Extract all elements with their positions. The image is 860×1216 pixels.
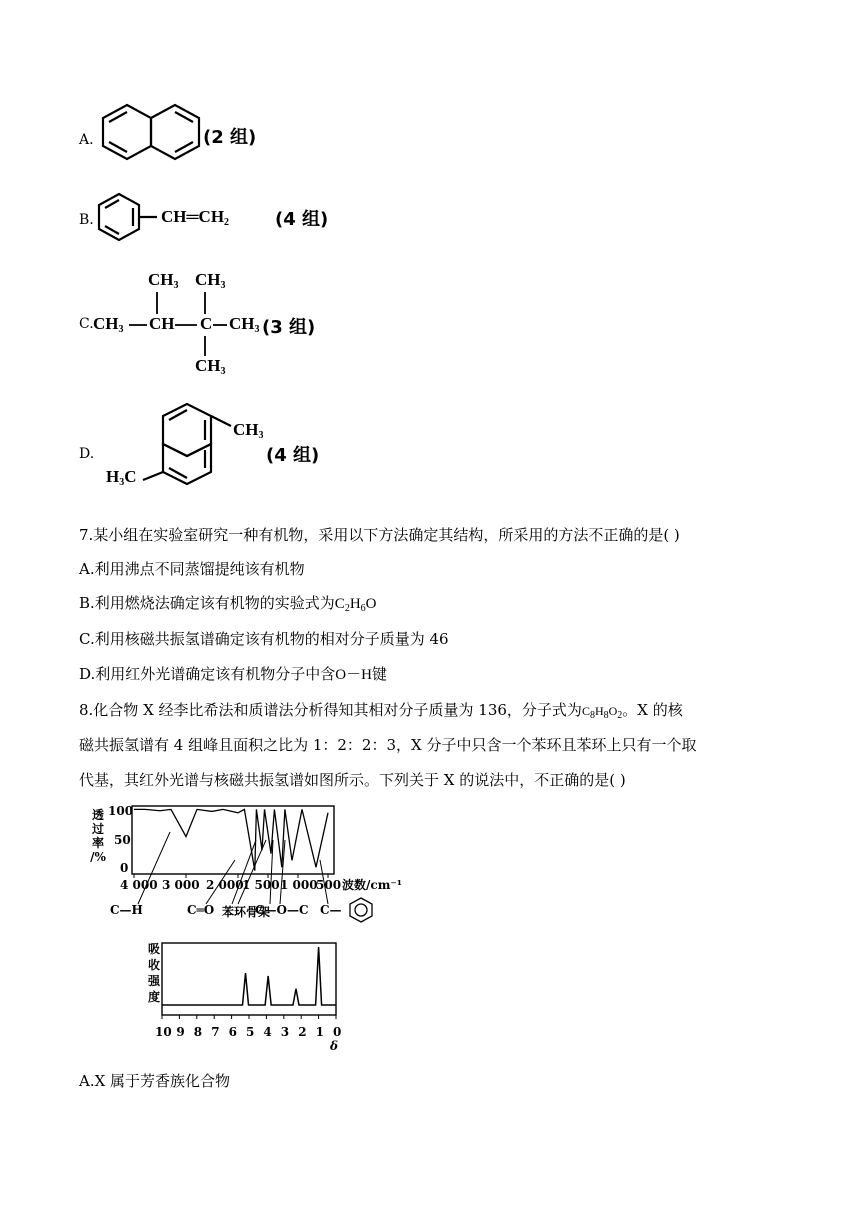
vinyl-formula: $CH═CH_2$ (161, 207, 230, 228)
q7-option-b: B.利用燃烧法确定该有机物的实验式为$C_2H_6O$ (79, 594, 377, 614)
ir-xtick: 4 000 (120, 878, 158, 892)
group-count: (3 组) (262, 317, 316, 338)
option-label: A. (79, 132, 94, 148)
nmr-xtick: 2 (298, 1025, 307, 1039)
ir-ytick: 0 (120, 861, 129, 875)
ir-xtick: 1 500 (242, 878, 280, 892)
ir-assign-ch: C—H (110, 903, 143, 917)
ir-ytick: 100 (108, 804, 134, 818)
quaternary-c: C (200, 314, 213, 333)
option-c-row (79, 268, 399, 380)
nmr-chart (140, 935, 350, 1060)
ch3-bottom: $CH_3$ (195, 356, 226, 377)
ir-ylabel-char: 率 (91, 836, 104, 850)
ir-ylabel-char: 透 (91, 808, 104, 822)
option-label: C. (79, 316, 94, 332)
nmr-ylabel-char: 强 (147, 974, 160, 988)
nmr-xtick: 0 (333, 1025, 342, 1039)
nmr-series-line (162, 947, 336, 1005)
ir-assign-ring: 苯环骨架 (222, 905, 271, 919)
nmr-xtick: 4 (263, 1025, 272, 1039)
nmr-xtick: 5 (246, 1025, 255, 1039)
benzene-ring (97, 192, 159, 244)
option-label: B. (79, 212, 94, 228)
group-count: (4 组) (266, 445, 320, 466)
option-a-row (79, 95, 379, 170)
nmr-xlabel: δ (330, 1039, 339, 1053)
formula-c8h8o2: $C_8H_8O_2$ (581, 704, 623, 721)
nmr-xticks (140, 1025, 350, 1041)
q7-option-d: D.利用红外光谱确定该有机物分子中含O－H键 (79, 665, 387, 683)
bond-lines (79, 268, 279, 380)
ir-xtick: 3 000 (162, 878, 200, 892)
ir-xtick: 1 000 (280, 878, 318, 892)
q8-option-a: A.X 属于芳香族化合物 (79, 1072, 231, 1090)
option-b-row (79, 188, 399, 248)
ch3-upper: $CH_3$ (233, 420, 264, 441)
nmr-xtick: 8 (193, 1025, 203, 1039)
nmr-ylabel-char: 收 (147, 958, 160, 972)
nmr-xtick: 6 (228, 1025, 237, 1039)
nmr-xtick: 7 (211, 1025, 220, 1039)
ir-assign-coc: C—O—C (255, 903, 309, 917)
group-count: (4 组) (275, 209, 329, 230)
h3c-lower: $H_3C$ (106, 467, 137, 488)
ch3-right: $CH_3$ (229, 314, 260, 335)
nmr-xtick: 1 (315, 1025, 324, 1039)
q7-option-a: A.利用沸点不同蒸馏提纯该有机物 (79, 560, 305, 578)
nmr-ylabel-char: 吸 (147, 942, 160, 956)
ir-assign-co: C═O (187, 903, 215, 917)
phenyl-icon (346, 896, 376, 924)
ir-xlabel: 波数/cm⁻¹ (342, 878, 402, 892)
nmr-xtick: 9 (176, 1025, 185, 1039)
group-count: (2 组) (203, 127, 257, 148)
ir-chart (80, 800, 410, 925)
q8-line3: 代基，其红外光谱与核磁共振氢谱如图所示。下列关于 X 的说法中，不正确的是( ) (79, 771, 626, 789)
ch-center: CH (149, 314, 175, 333)
option-d-row (79, 396, 399, 504)
nmr-plot (160, 935, 340, 1025)
bond-oh: O－H (335, 667, 372, 683)
option-label: D. (79, 446, 95, 462)
q7-stem: 7.某小组在实验室研究一种有机物，采用以下方法确定其结构，所采用的方法不正确的是( ) (79, 526, 680, 544)
ir-xtick: 2 000 (206, 878, 244, 892)
q7-option-c: C.利用核磁共振氢谱确定该有机物的相对分子质量为 46 (79, 630, 449, 648)
nmr-xtick: 10 (155, 1025, 172, 1039)
ir-ylabel-char: /% (90, 850, 106, 864)
formula-c2h6o: $C_2H_6O$ (334, 596, 377, 614)
nmr-ylabel-char: 度 (147, 990, 160, 1004)
nmr-xtick: 3 (280, 1025, 290, 1039)
q8-line2: 磁共振氢谱有 4 组峰且面积之比为 1：2：2：3，X 分子中只含一个苯环且苯环上只有一个取 (79, 736, 697, 754)
q8-line1: 8.化合物 X 经李比希法和质谱法分析得知其相对分子质量为 136，分子式为$C_8H_8O_2$。X 的核 (79, 701, 683, 721)
ch3-top-left: $CH_3$ (148, 270, 179, 291)
ir-assign-cph: C— (320, 903, 342, 917)
ch3-left: $CH_3$ (93, 314, 124, 335)
ir-ylabel-char: 过 (91, 822, 104, 836)
ir-xtick: 500 (316, 878, 342, 892)
naphthalene-structure (99, 101, 209, 165)
ch3-top-right: $CH_3$ (195, 270, 226, 291)
ir-ytick: 50 (114, 833, 131, 847)
